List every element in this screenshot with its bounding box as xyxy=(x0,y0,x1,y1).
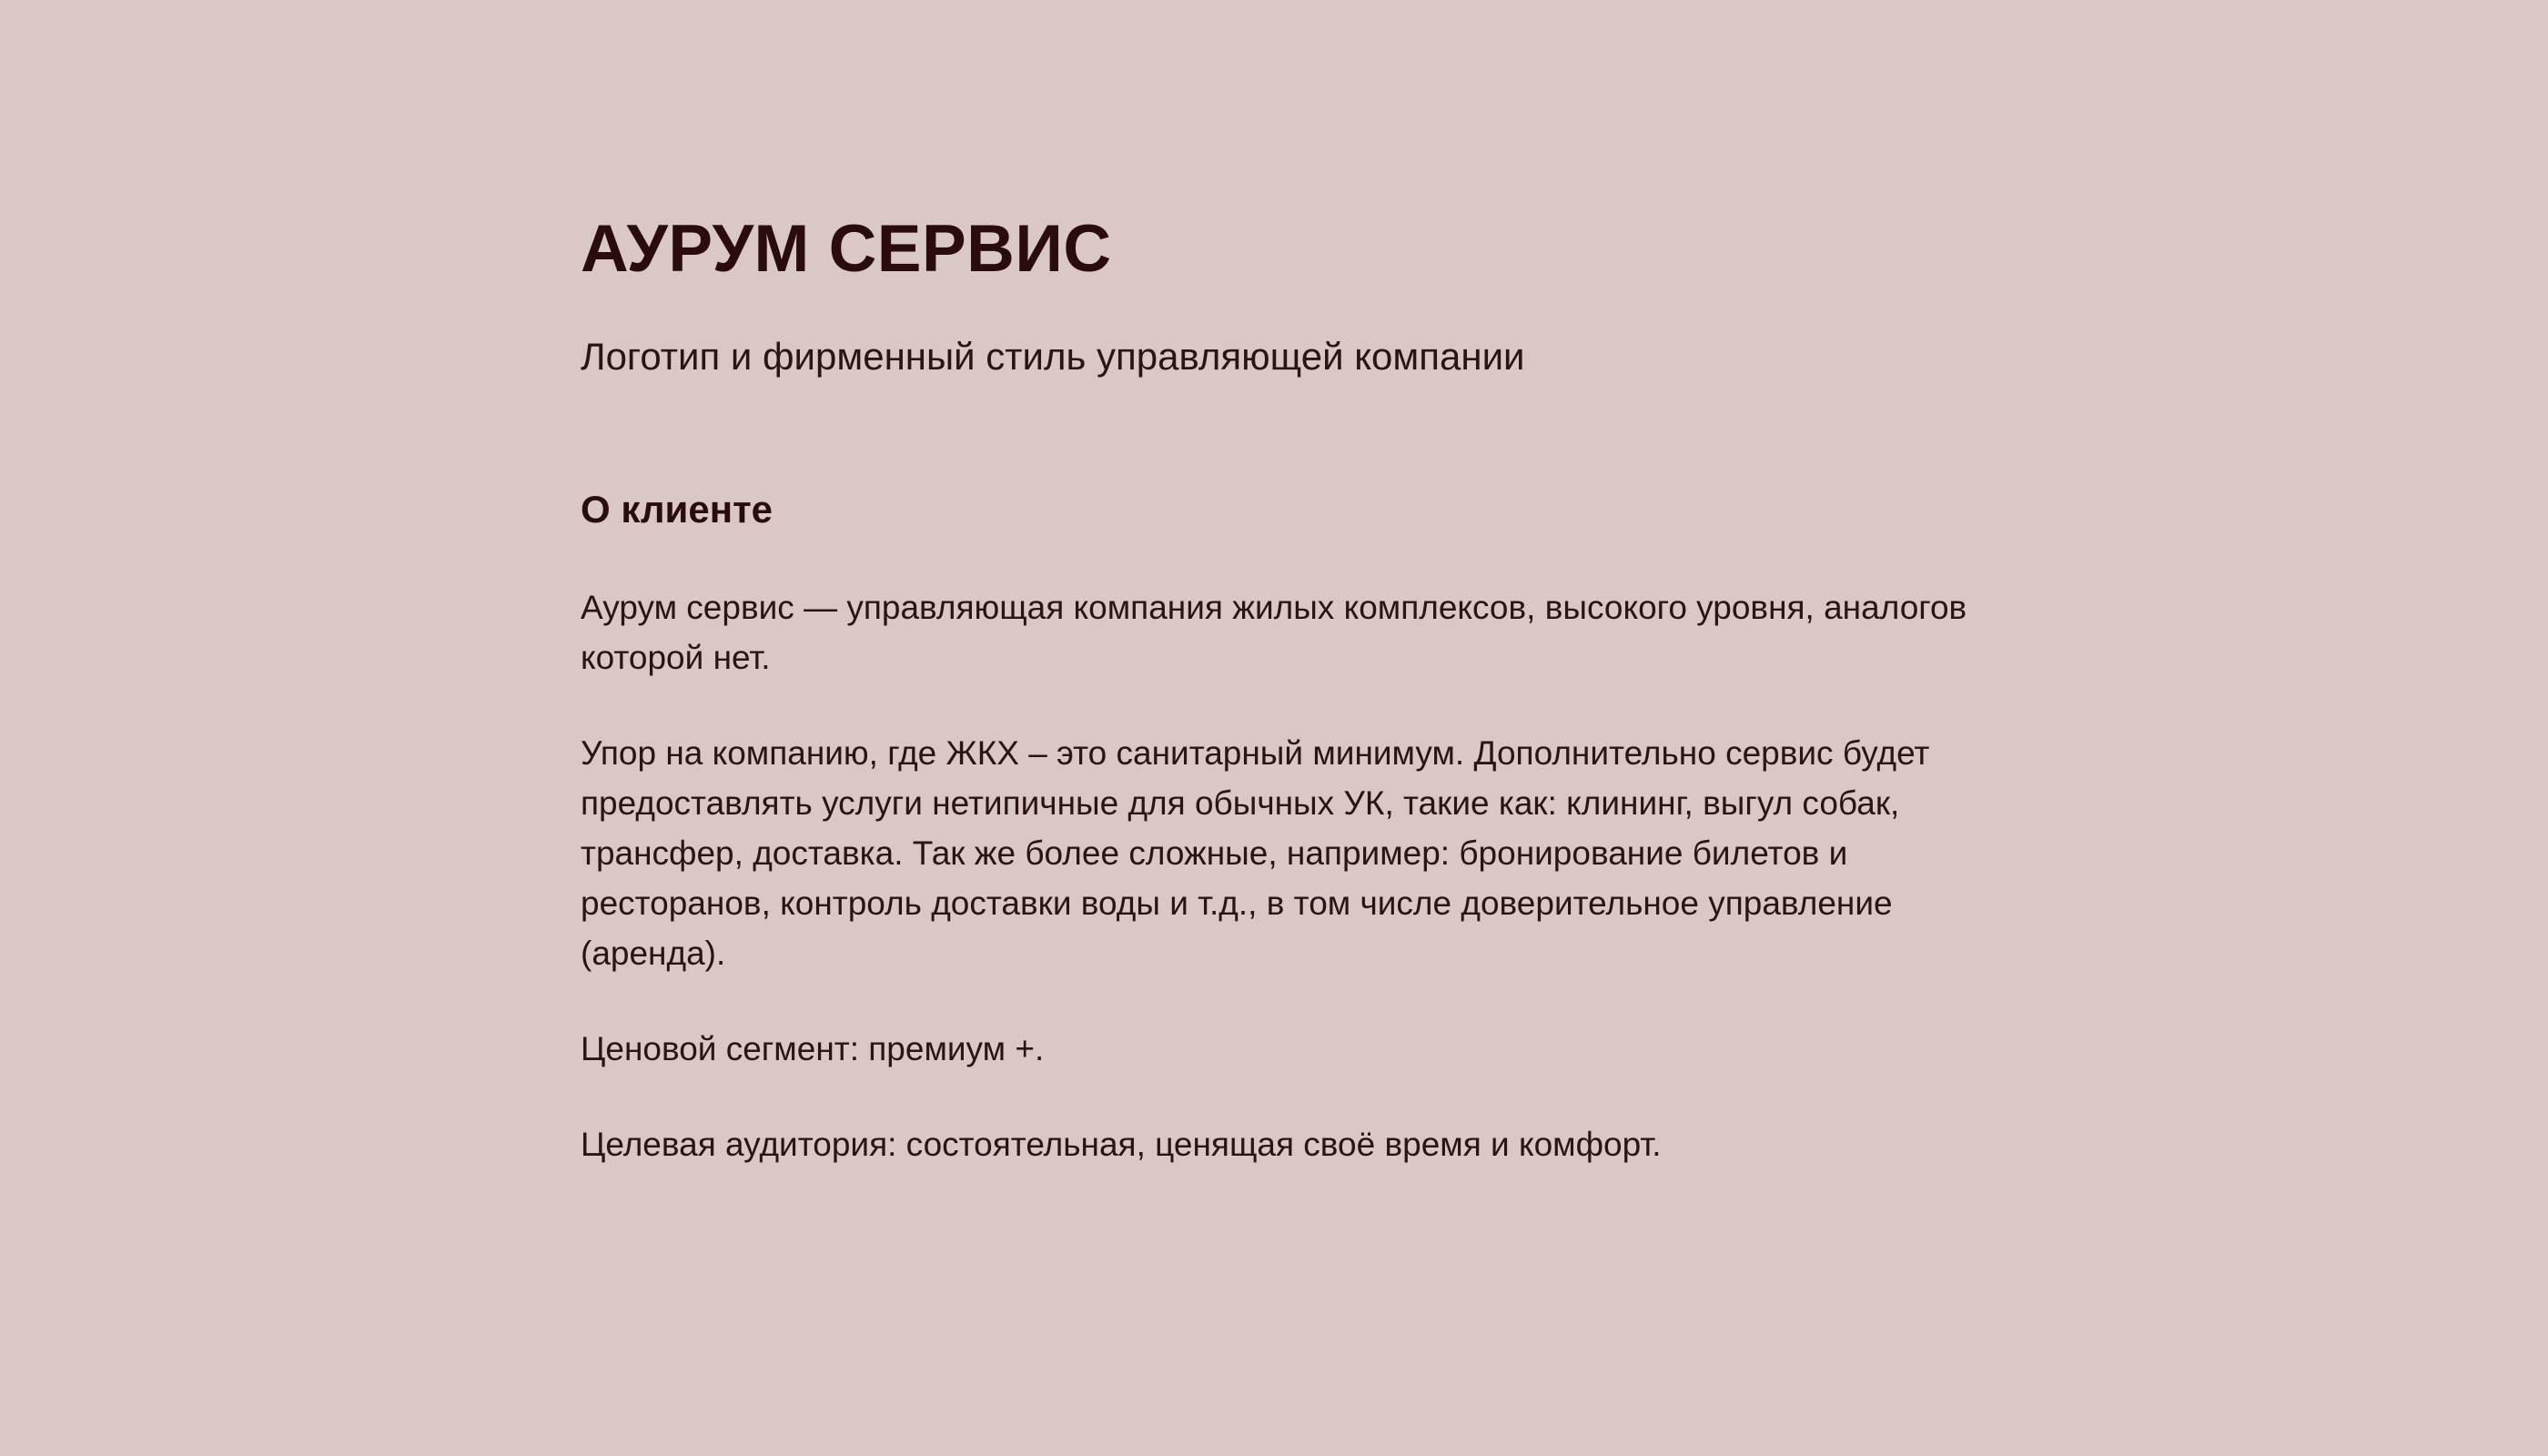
content-column xyxy=(581,207,1982,1169)
page-subtitle: Логотип и фирменный стиль управляющей компании xyxy=(581,335,1525,378)
page-title: АУРУМ СЕРВИС xyxy=(581,212,1112,286)
paragraph-services: Упор на компанию, где ЖКХ – это санитарный минимум. Дополнительно сервис будет предоставлять услуги нетипичные для обычных УК, такие как: клининг, выгул собак, трансфер, доставка. Так же более сложные, например: бронирование билетов и ресторанов, контроль доставки воды и т.д., в том числе доверительное управление (аренда). xyxy=(581,734,1930,972)
section-heading-about-client: О клиенте xyxy=(581,488,774,531)
paragraph-target-audience: Целевая аудитория: состоятельная, ценящая своё время и комфорт. xyxy=(581,1126,1662,1163)
paragraph-company-description: Аурум сервис — управляющая компания жилых комплексов, высокого уровня, аналогов которой нет. xyxy=(581,589,1967,676)
paragraph-price-segment: Ценовой сегмент: премиум +. xyxy=(581,1030,1045,1067)
